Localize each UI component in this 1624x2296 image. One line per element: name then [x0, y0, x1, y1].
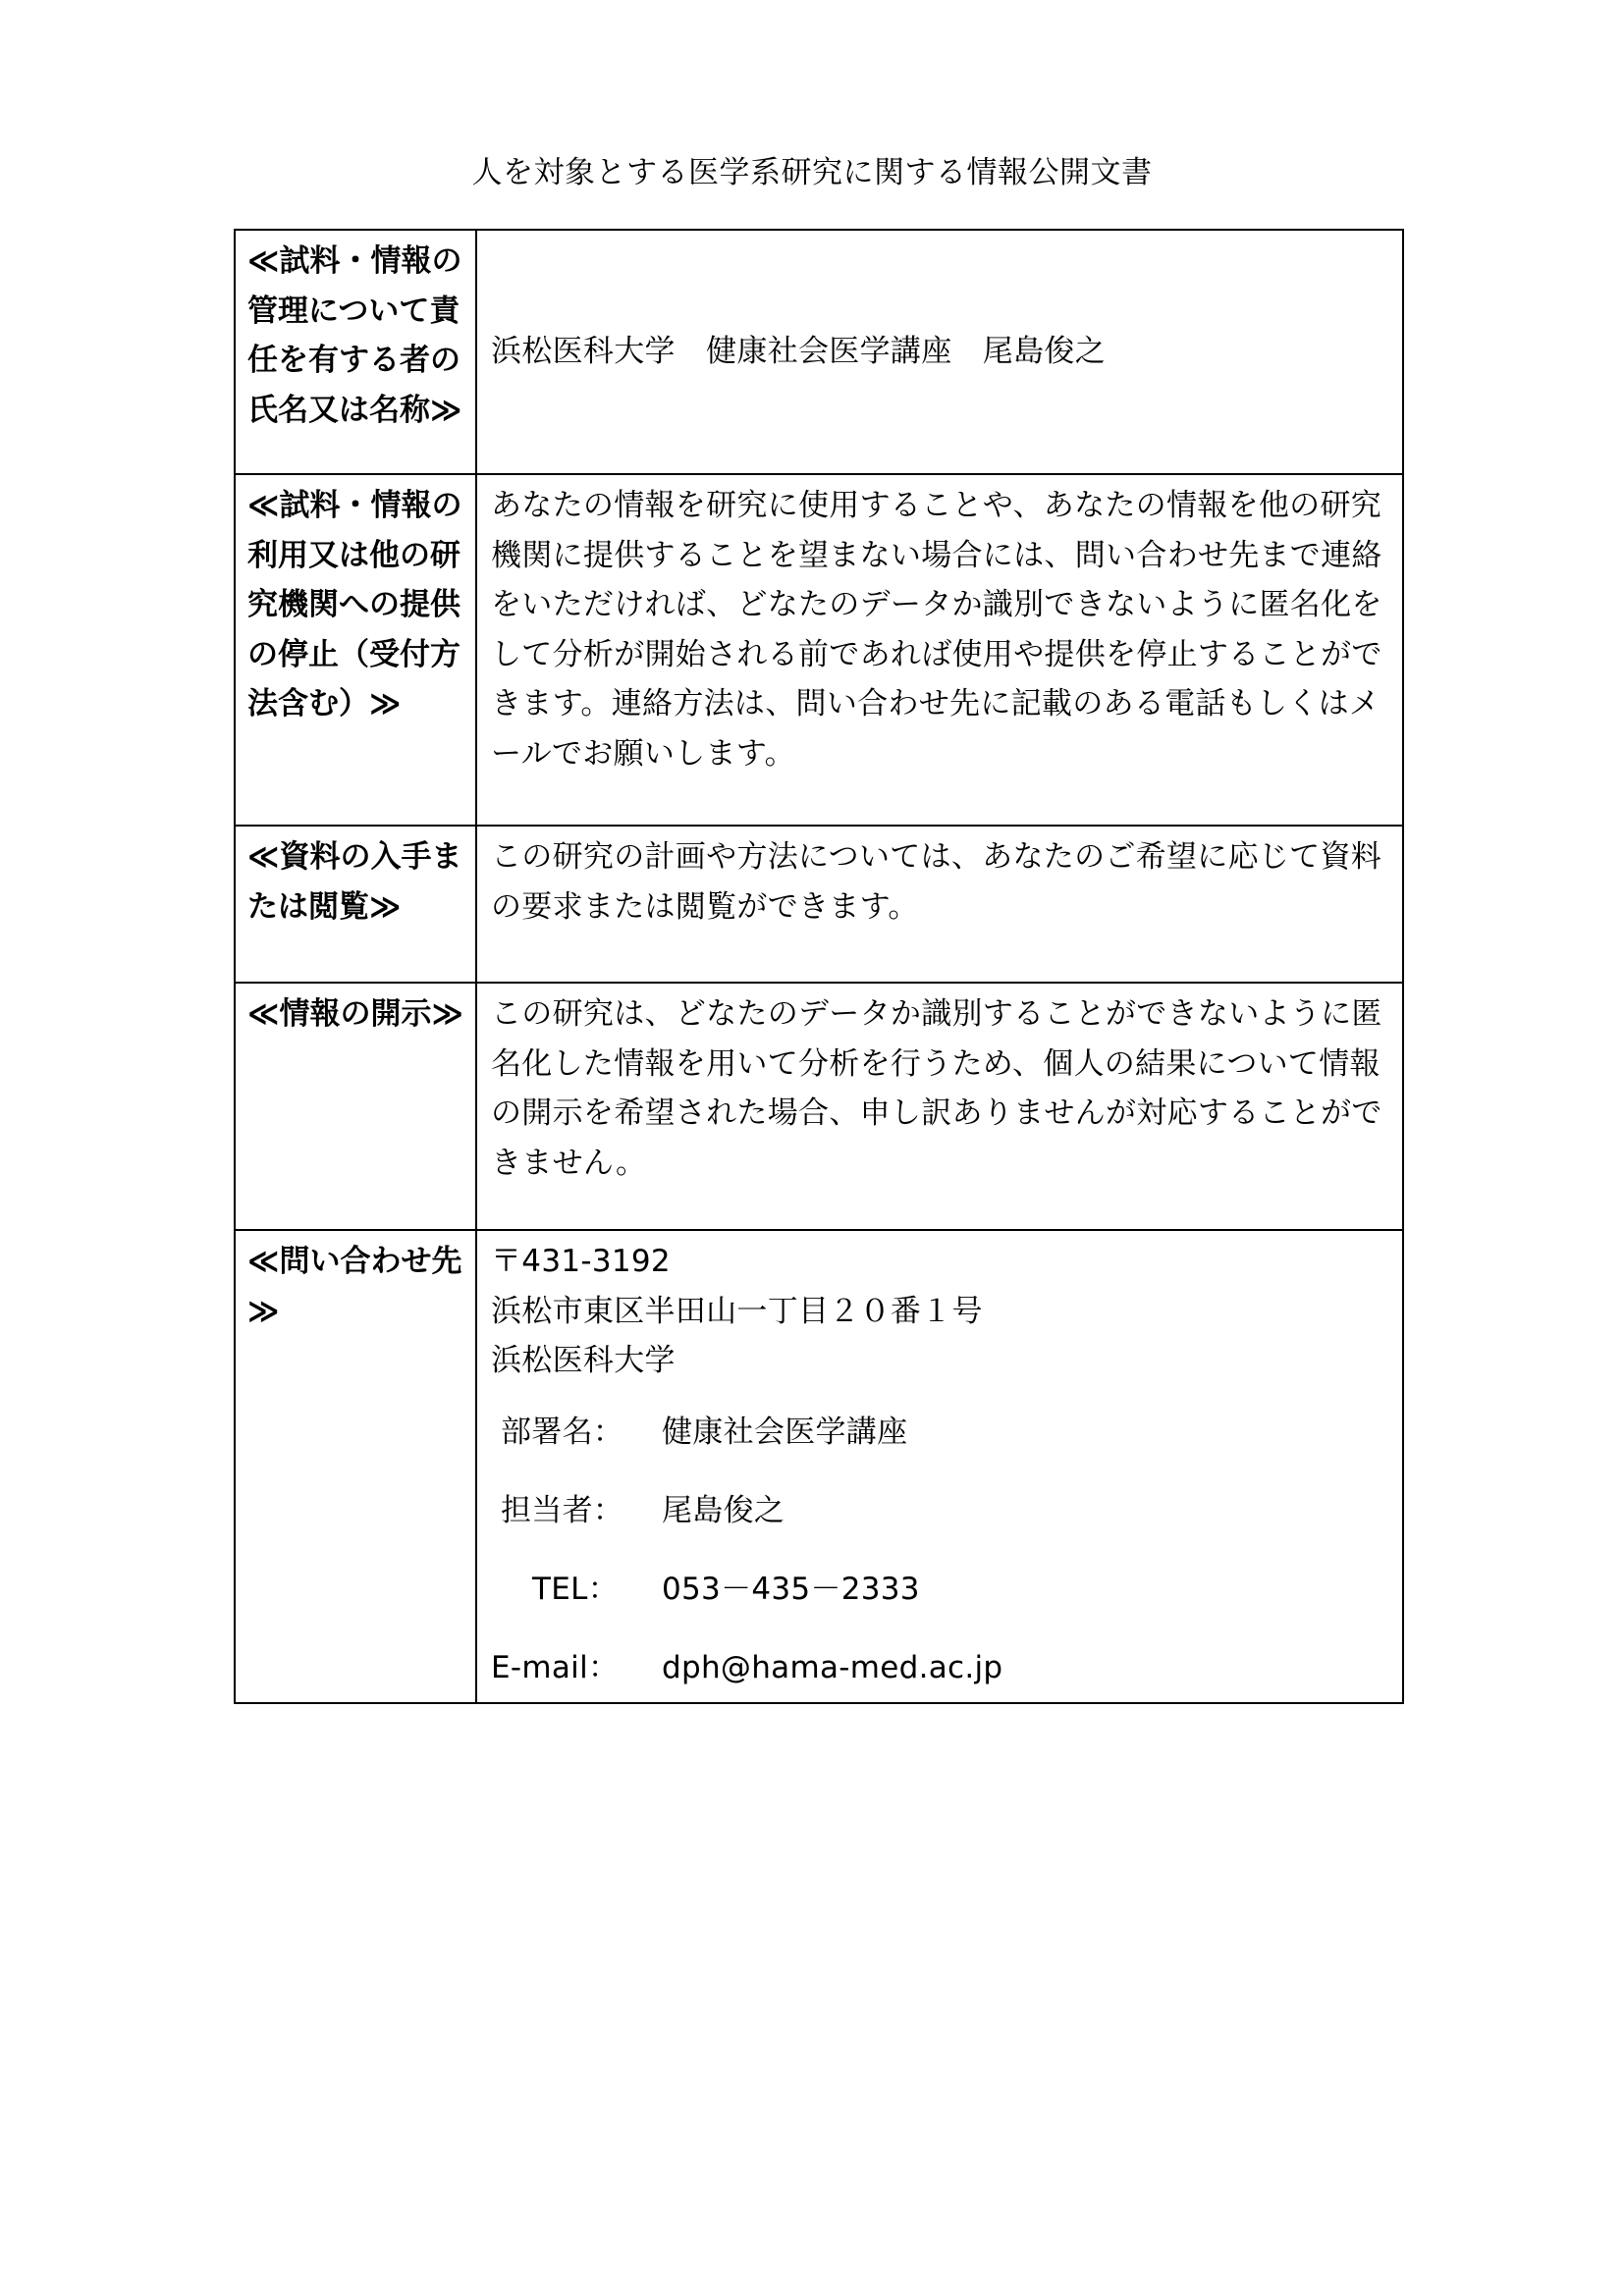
tel-key: TEL：: [532, 1571, 619, 1607]
label-materials: ≪資料の入手または閲覧≫: [235, 826, 476, 983]
email-value[interactable]: dph@hama-med.ac.jp: [662, 1649, 1003, 1685]
address: 浜松市東区半田山一丁目２０番１号: [491, 1293, 983, 1329]
label-disclosure: ≪情報の開示≫: [235, 983, 476, 1230]
value-disclosure: この研究は、どなたのデータか識別することができないように匿名化した情報を用いて分析を行うため、個人の結果について情報の開示を希望された場合、申し訳ありませんが対応することができません。: [476, 983, 1403, 1230]
disclosure-table: [234, 229, 1404, 1704]
department-value: 健康社会医学講座: [662, 1414, 908, 1450]
value-opt-out: あなたの情報を研究に使用することや、あなたの情報を他の研究機関に提供することを望まない場合には、問い合わせ先まで連絡をいただければ、どなたのデータか識別できないように匿名化をして分析が開始される前であれば使用や提供を停止することができます。連絡方法は、問い合わせ先に記載のある電話もしくはメールでお願いします。: [476, 474, 1403, 826]
value-contact: [476, 1230, 1403, 1703]
table-row-materials: [235, 826, 1403, 983]
table-row-disclosure: [235, 983, 1403, 1230]
table-row-data-manager: [235, 230, 1403, 474]
label-contact: ≪問い合わせ先≫: [235, 1230, 476, 1703]
department-key: 部署名：: [501, 1414, 624, 1450]
table-row-opt-out: [235, 474, 1403, 826]
institution-name: 浜松医科大学: [491, 1343, 676, 1378]
label-data-manager: ≪試料・情報の管理について責任を有する者の氏名又は名称≫: [235, 230, 476, 474]
person-key: 担当者：: [501, 1492, 624, 1528]
value-materials: この研究の計画や方法については、あなたのご希望に応じて資料の要求または閲覧ができます。: [476, 826, 1403, 983]
tel-value[interactable]: 053－435－2333: [662, 1571, 920, 1607]
person-value: 尾島俊之: [662, 1492, 785, 1528]
value-data-manager: 浜松医科大学 健康社会医学講座 尾島俊之: [476, 230, 1403, 474]
label-opt-out: ≪試料・情報の利用又は他の研究機関への提供の停止（受付方法含む）≫: [235, 474, 476, 826]
document-title: 人を対象とする医学系研究に関する情報公開文書: [471, 155, 1153, 190]
email-key: E-mail：: [491, 1649, 620, 1685]
table-row-contact: [235, 1230, 1403, 1703]
postal-code: 〒431-3192: [491, 1244, 671, 1279]
contact-details: [491, 1408, 1392, 1692]
